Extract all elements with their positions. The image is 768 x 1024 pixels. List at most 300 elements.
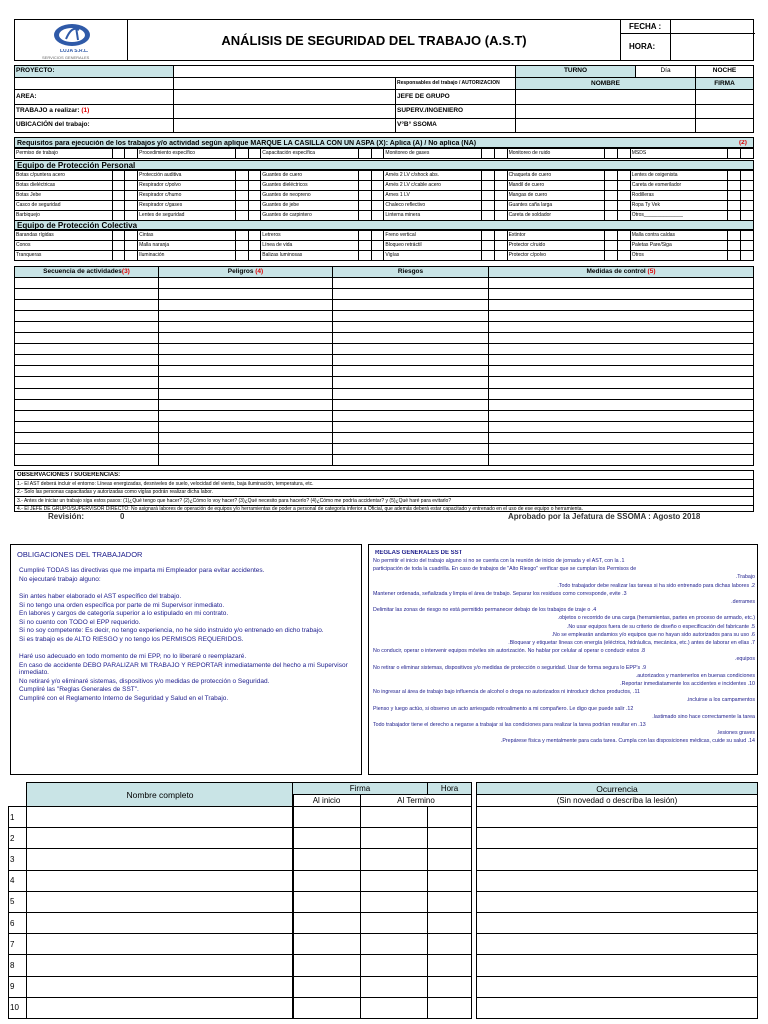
al-inicio-header: Al inicio (293, 795, 361, 807)
nombre-field[interactable] (27, 934, 294, 955)
epc-checkbox[interactable] (482, 241, 495, 251)
ocurrencia-field[interactable] (477, 934, 758, 955)
analysis-cell[interactable] (15, 278, 159, 289)
analysis-row (15, 454, 754, 465)
analysis-cell[interactable] (159, 388, 333, 399)
requisito-checkbox[interactable] (371, 149, 384, 159)
epp-checkbox[interactable] (125, 211, 138, 221)
epc-checkbox[interactable] (482, 231, 495, 241)
epp-checkbox[interactable] (248, 171, 261, 181)
noche-option[interactable]: NOCHE (696, 66, 754, 78)
analysis-cell[interactable] (159, 432, 333, 443)
hora-field-att[interactable] (428, 891, 472, 912)
epp-checkbox[interactable] (494, 181, 507, 191)
epp-checkbox[interactable] (728, 191, 741, 201)
firma-inicio-field[interactable] (293, 870, 361, 891)
fecha-hora-box (620, 20, 754, 60)
ocurrencia-field[interactable] (477, 807, 758, 828)
epp-checkbox[interactable] (728, 171, 741, 181)
epp-checkbox[interactable] (482, 211, 495, 221)
nombre-field[interactable] (27, 828, 294, 849)
hora-field-att[interactable] (428, 807, 472, 828)
firma-inicio-field[interactable] (293, 891, 361, 912)
observacion-line: 3.- Antes de iniciar un trabajo siga estos pasos: (1)¿Qué tengo que hacer? (2)¿Cómo lo voy hacer? (3)¿Qué necesito para hacerlo? (4)¿Cómo me podría accidentar? y (5)¿Qué haré para evitarlo? (15, 496, 753, 505)
analysis-cell[interactable] (333, 399, 489, 410)
analysis-cell[interactable] (15, 311, 159, 322)
ocurrencia-header: Ocurrencia (477, 783, 758, 795)
epc-title: Equipo de Protección Colectiva (17, 222, 138, 230)
obligacion-line: En labores y cargos de categoría superior a lo estipulado en mi contrato. (19, 610, 229, 617)
firma-termino-field[interactable] (361, 997, 428, 1018)
epc-checkbox[interactable] (741, 231, 754, 241)
ocurrencia-field[interactable] (477, 955, 758, 976)
epc-checkbox[interactable] (494, 231, 507, 241)
attendance-table (8, 782, 294, 1019)
epp-item: Guantes de cuero (261, 171, 359, 181)
regla-line: .objetos o recorrido de una carga (herramientas, partes en proceso de armado, etc.) (557, 615, 755, 622)
analysis-cell[interactable] (333, 278, 489, 289)
firma-inicio-field[interactable] (293, 828, 361, 849)
firma-inicio-field[interactable] (293, 955, 361, 976)
epp-item: Lentes de oxigenista (630, 171, 728, 181)
hora-field-att[interactable] (428, 955, 472, 976)
analysis-cell[interactable] (15, 333, 159, 344)
epp-checkbox[interactable] (617, 201, 630, 211)
analysis-cell[interactable] (489, 421, 754, 432)
regla-line: .lastimado sino hace correctamente la tarea (652, 713, 755, 720)
epp-checkbox[interactable] (371, 201, 384, 211)
epc-checkbox[interactable] (605, 251, 618, 261)
hora-field-att[interactable] (428, 976, 472, 997)
jefe-firma-field[interactable] (696, 90, 754, 104)
epp-item: Linterna minera (384, 211, 482, 221)
analysis-cell[interactable] (489, 333, 754, 344)
analysis-cell[interactable] (489, 399, 754, 410)
epp-checkbox[interactable] (248, 211, 261, 221)
epp-checkbox[interactable] (617, 191, 630, 201)
epp-checkbox[interactable] (728, 201, 741, 211)
jefe-grupo-label: JEFE DE GRUPO (396, 90, 516, 104)
epc-checkbox[interactable] (605, 231, 618, 241)
vb-nombre-field[interactable] (516, 118, 696, 132)
nombre-field[interactable] (27, 891, 294, 912)
page-title: ANÁLISIS DE SEGURIDAD DEL TRABAJO (A.S.T) (221, 33, 527, 48)
hora-field-att[interactable] (428, 912, 472, 933)
analysis-cell[interactable] (15, 399, 159, 410)
epc-checkbox[interactable] (605, 241, 618, 251)
analysis-cell[interactable] (333, 344, 489, 355)
epp-checkbox[interactable] (482, 201, 495, 211)
epp-checkbox[interactable] (741, 181, 754, 191)
epp-checkbox[interactable] (358, 211, 371, 221)
analysis-cell[interactable] (15, 289, 159, 300)
analysis-cell[interactable] (15, 388, 159, 399)
analysis-cell[interactable] (333, 333, 489, 344)
regla-line: .equipos (734, 656, 755, 663)
regla-line: .incluirse a los campamentos (686, 697, 755, 704)
epp-checkbox[interactable] (741, 191, 754, 201)
firma-termino-field[interactable] (361, 849, 428, 870)
requisito-checkbox[interactable] (617, 149, 630, 159)
epp-checkbox[interactable] (235, 171, 248, 181)
epc-checkbox[interactable] (248, 251, 261, 261)
requisito-label: Monitoreo de ruido (507, 149, 605, 159)
analysis-cell[interactable] (489, 443, 754, 454)
firma-inicio-field[interactable] (293, 976, 361, 997)
analysis-cell[interactable] (15, 454, 159, 465)
requisito-checkbox[interactable] (482, 149, 495, 159)
epp-item: Mandil de cuero (507, 181, 605, 191)
obligaciones-box (10, 544, 362, 775)
hora-field-att[interactable] (428, 934, 472, 955)
ocurrencia-field[interactable] (477, 891, 758, 912)
epc-checkbox[interactable] (248, 241, 261, 251)
epp-checkbox[interactable] (358, 171, 371, 181)
analysis-cell[interactable] (489, 355, 754, 366)
nombre-field[interactable] (27, 849, 294, 870)
epp-checkbox[interactable] (358, 201, 371, 211)
epp-checkbox[interactable] (235, 201, 248, 211)
epp-checkbox[interactable] (605, 201, 618, 211)
firma-inicio-field[interactable] (293, 912, 361, 933)
epc-checkbox[interactable] (728, 231, 741, 241)
ocurrencia-field[interactable] (477, 997, 758, 1018)
firma-termino-field[interactable] (361, 934, 428, 955)
epc-checkbox[interactable] (358, 231, 371, 241)
epp-checkbox[interactable] (617, 171, 630, 181)
epp-checkbox[interactable] (371, 211, 384, 221)
logo (16, 20, 128, 60)
analysis-cell[interactable] (489, 344, 754, 355)
firma-termino-field[interactable] (361, 828, 428, 849)
proyecto-field[interactable] (174, 66, 516, 78)
analysis-cell[interactable] (333, 289, 489, 300)
row-number: 1 (9, 807, 27, 828)
analysis-cell[interactable] (333, 311, 489, 322)
requisito-checkbox[interactable] (605, 149, 618, 159)
jefe-nombre-field[interactable] (516, 90, 696, 104)
hora-field-att[interactable] (428, 828, 472, 849)
analysis-cell[interactable] (489, 311, 754, 322)
epp-checkbox[interactable] (494, 171, 507, 181)
epp-checkbox[interactable] (248, 201, 261, 211)
reglas-box (368, 544, 758, 775)
epc-item: Bloqueo retráctil (384, 241, 482, 251)
epc-checkbox[interactable] (125, 231, 138, 241)
epp-checkbox[interactable] (605, 211, 618, 221)
epp-checkbox[interactable] (605, 171, 618, 181)
nombre-field[interactable] (27, 807, 294, 828)
analysis-cell[interactable] (333, 421, 489, 432)
nombre-field[interactable] (27, 976, 294, 997)
epc-checkbox[interactable] (494, 251, 507, 261)
nombre-field[interactable] (27, 955, 294, 976)
regla-line: .Trabajo (735, 574, 755, 581)
analysis-cell[interactable] (159, 322, 333, 333)
fecha-field[interactable] (671, 20, 755, 34)
observaciones (14, 470, 754, 512)
obligacion-line: No retiraré y/o eliminaré sistemas, dispositivos y/o medidas de protección o Seguridad. (19, 677, 270, 685)
obligacion-line: Haré uso adecuado en todo momento de mi EPP, no lo liberaré o reemplazaré. (19, 653, 247, 660)
superv-nombre-field[interactable] (516, 104, 696, 118)
epc-checkbox[interactable] (728, 241, 741, 251)
epp-checkbox[interactable] (112, 191, 125, 201)
analysis-cell[interactable] (15, 322, 159, 333)
epp-checkbox[interactable] (248, 191, 261, 201)
epp-header (14, 160, 754, 170)
ocurrencia-field[interactable] (477, 828, 758, 849)
analysis-cell[interactable] (15, 443, 159, 454)
nombre-field[interactable] (27, 997, 294, 1018)
analysis-cell[interactable] (333, 355, 489, 366)
analysis-cell[interactable] (333, 377, 489, 388)
nombre-field[interactable] (27, 870, 294, 891)
analysis-cell[interactable] (159, 454, 333, 465)
epc-checkbox[interactable] (728, 251, 741, 261)
epp-checkbox[interactable] (358, 181, 371, 191)
analysis-cell[interactable] (489, 410, 754, 421)
epc-checkbox[interactable] (112, 251, 125, 261)
analysis-cell[interactable] (489, 289, 754, 300)
epp-item: Botas c/puntera acero (15, 171, 113, 181)
analysis-cell[interactable] (159, 410, 333, 421)
requisito-checkbox[interactable] (728, 149, 741, 159)
epp-checkbox[interactable] (235, 211, 248, 221)
epp-item: Arnés 2 LV c/cable acero (384, 181, 482, 191)
epp-checkbox[interactable] (482, 191, 495, 201)
firma-termino-field[interactable] (361, 912, 428, 933)
epp-item: Guantes dieléctricos (261, 181, 359, 191)
epp-checkbox[interactable] (605, 191, 618, 201)
analysis-cell[interactable] (159, 300, 333, 311)
epp-item: Respirador c/humo (138, 191, 236, 201)
epp-checkbox[interactable] (235, 191, 248, 201)
firma-inicio-field[interactable] (293, 849, 361, 870)
epp-item: Mangas de cuero (507, 191, 605, 201)
dia-option[interactable]: Día (636, 66, 696, 78)
epc-checkbox[interactable] (125, 251, 138, 261)
ocurrencia-field[interactable] (477, 912, 758, 933)
obligacion-line: Cumpliré con el Reglamento Interno de Seguridad y Salud en el Trabajo. (19, 694, 229, 702)
analysis-table (14, 266, 754, 466)
epp-checkbox[interactable] (125, 181, 138, 191)
analysis-cell[interactable] (15, 421, 159, 432)
epc-checkbox[interactable] (617, 241, 630, 251)
epp-checkbox[interactable] (371, 191, 384, 201)
analysis-cell[interactable] (159, 399, 333, 410)
epc-checkbox[interactable] (617, 231, 630, 241)
epp-checkbox[interactable] (125, 171, 138, 181)
reglas-title: REGLAS GENERALES DE SST (375, 550, 463, 556)
epp-checkbox[interactable] (371, 171, 384, 181)
epp-checkbox[interactable] (371, 181, 384, 191)
analysis-cell[interactable] (333, 410, 489, 421)
epp-checkbox[interactable] (358, 191, 371, 201)
analysis-cell[interactable] (489, 366, 754, 377)
analysis-cell[interactable] (159, 311, 333, 322)
observacion-line: 4.- El JEFE DE GRUPO/SUPERVISOR DIRECTO: No asignará labores de operación de equipos y/o herramientas de poder a personal de categoría inferior a Oficial, que además deberá estar capacitado y entrenado en el uso de ese equipo o herramienta. (15, 505, 753, 514)
analysis-cell[interactable] (159, 366, 333, 377)
epc-checkbox[interactable] (371, 231, 384, 241)
epp-checkbox[interactable] (494, 201, 507, 211)
analysis-cell[interactable] (15, 410, 159, 421)
firma-inicio-field[interactable] (293, 934, 361, 955)
epc-checkbox[interactable] (235, 231, 248, 241)
epp-checkbox[interactable] (617, 181, 630, 191)
analysis-cell[interactable] (159, 333, 333, 344)
firma-termino-field[interactable] (361, 870, 428, 891)
ocurrencia-field[interactable] (477, 976, 758, 997)
analysis-cell[interactable] (15, 432, 159, 443)
analysis-cell[interactable] (15, 377, 159, 388)
epc-checkbox[interactable] (125, 241, 138, 251)
firma-inicio-field[interactable] (293, 997, 361, 1018)
analysis-row (15, 278, 754, 289)
epc-checkbox[interactable] (371, 241, 384, 251)
analysis-cell[interactable] (333, 443, 489, 454)
analysis-cell[interactable] (489, 278, 754, 289)
analysis-cell[interactable] (15, 344, 159, 355)
epp-checkbox[interactable] (494, 191, 507, 201)
analysis-cell[interactable] (333, 366, 489, 377)
epp-item: Rodilleras (630, 191, 728, 201)
epp-checkbox[interactable] (112, 181, 125, 191)
epp-checkbox[interactable] (617, 211, 630, 221)
analysis-row (15, 432, 754, 443)
requisito-checkbox[interactable] (741, 149, 754, 159)
epp-checkbox[interactable] (125, 191, 138, 201)
obligaciones-title: OBLIGACIONES DEL TRABAJADOR (17, 551, 143, 559)
epp-table (14, 170, 754, 221)
analysis-cell[interactable] (159, 289, 333, 300)
epp-checkbox[interactable] (112, 211, 125, 221)
analysis-cell[interactable] (159, 443, 333, 454)
nombre-field[interactable] (27, 912, 294, 933)
requisito-checkbox[interactable] (112, 149, 125, 159)
row-number: 5 (9, 891, 27, 912)
requisito-checkbox[interactable] (125, 149, 138, 159)
analysis-row (15, 333, 754, 344)
requisito-checkbox[interactable] (235, 149, 248, 159)
epc-header (14, 220, 754, 230)
epc-checkbox[interactable] (235, 241, 248, 251)
epc-checkbox[interactable] (494, 241, 507, 251)
epc-item: Barandas rígidas (15, 231, 113, 241)
requisito-checkbox[interactable] (494, 149, 507, 159)
analysis-cell[interactable] (159, 377, 333, 388)
epc-checkbox[interactable] (482, 251, 495, 261)
analysis-cell[interactable] (489, 322, 754, 333)
hora-field-att[interactable] (428, 870, 472, 891)
epc-checkbox[interactable] (358, 251, 371, 261)
epp-checkbox[interactable] (112, 171, 125, 181)
epc-checkbox[interactable] (248, 231, 261, 241)
epc-checkbox[interactable] (112, 231, 125, 241)
epp-checkbox[interactable] (494, 211, 507, 221)
obligacion-line: Si no cuento con TODO el EPP requerido. (19, 618, 141, 626)
requisito-checkbox[interactable] (358, 149, 371, 159)
analysis-cell[interactable] (15, 300, 159, 311)
analysis-cell[interactable] (159, 355, 333, 366)
epp-checkbox[interactable] (741, 171, 754, 181)
firma-termino-field[interactable] (361, 955, 428, 976)
firma-termino-field[interactable] (361, 807, 428, 828)
analysis-cell[interactable] (333, 300, 489, 311)
epp-checkbox[interactable] (248, 181, 261, 191)
epc-item: Extintor (507, 231, 605, 241)
requisito-label: Procedimiento específico (138, 149, 236, 159)
epc-checkbox[interactable] (741, 241, 754, 251)
hora-field-att[interactable] (428, 997, 472, 1018)
requisito-label: Capacitación específica (261, 149, 359, 159)
vb-firma-field[interactable] (696, 118, 754, 132)
analysis-cell[interactable] (333, 454, 489, 465)
epp-checkbox[interactable] (482, 181, 495, 191)
ubicacion-field[interactable] (174, 118, 396, 132)
analysis-cell[interactable] (489, 432, 754, 443)
analysis-cell[interactable] (333, 432, 489, 443)
analysis-cell[interactable] (15, 355, 159, 366)
epp-checkbox[interactable] (728, 181, 741, 191)
analysis-cell[interactable] (159, 278, 333, 289)
epp-checkbox[interactable] (482, 171, 495, 181)
epp-checkbox[interactable] (235, 181, 248, 191)
analysis-cell[interactable] (489, 454, 754, 465)
epc-item: Letreros (261, 231, 359, 241)
epp-checkbox[interactable] (741, 211, 754, 221)
hora-field[interactable] (671, 34, 755, 60)
analysis-cell[interactable] (489, 300, 754, 311)
regla-line: No conducir, operar o intervenir equipos móviles sin autorización. No hablar por celular al operar o conducir estos .8 (373, 648, 646, 655)
requisito-checkbox[interactable] (248, 149, 261, 159)
firma-termino-field[interactable] (361, 976, 428, 997)
hora-label: HORA: (629, 43, 656, 51)
analysis-cell[interactable] (159, 421, 333, 432)
analysis-cell[interactable] (489, 377, 754, 388)
trabajo-field[interactable] (174, 104, 396, 118)
analysis-cell[interactable] (333, 388, 489, 399)
requisitos-title: Requisitos para ejecución de los trabajos y/o actividad según aplique MARQUE LA CASILLA CON UN ASPA (X): Aplica (A) / No aplica (NA) (17, 140, 477, 147)
obligacion-line: Si es trabajo es de ALTO RIESGO y no tengo los PERMISOS REQUERIDOS. (19, 635, 244, 643)
epp-checkbox[interactable] (125, 201, 138, 211)
superv-firma-field[interactable] (696, 104, 754, 118)
epp-item: Ropa Ty Vek (630, 201, 728, 211)
epp-checkbox[interactable] (728, 211, 741, 221)
analysis-cell[interactable] (159, 344, 333, 355)
ocurrencia-field[interactable] (477, 870, 758, 891)
area-field[interactable] (174, 90, 396, 104)
analysis-cell[interactable] (15, 366, 159, 377)
hora-field-att[interactable] (428, 849, 472, 870)
ocurrencia-field[interactable] (477, 849, 758, 870)
epc-checkbox[interactable] (358, 241, 371, 251)
epp-checkbox[interactable] (741, 201, 754, 211)
analysis-cell[interactable] (489, 388, 754, 399)
epc-item: Paletas Pare/Siga (630, 241, 728, 251)
firma-termino-field[interactable] (361, 891, 428, 912)
epc-checkbox[interactable] (112, 241, 125, 251)
analysis-cell[interactable] (333, 322, 489, 333)
epp-checkbox[interactable] (605, 181, 618, 191)
epc-checkbox[interactable] (741, 251, 754, 261)
epp-item: Lentes de seguridad (138, 211, 236, 221)
epc-checkbox[interactable] (235, 251, 248, 261)
epp-checkbox[interactable] (112, 201, 125, 211)
epc-checkbox[interactable] (617, 251, 630, 261)
epc-checkbox[interactable] (371, 251, 384, 261)
firma-inicio-field[interactable] (293, 807, 361, 828)
analysis-row (15, 344, 754, 355)
